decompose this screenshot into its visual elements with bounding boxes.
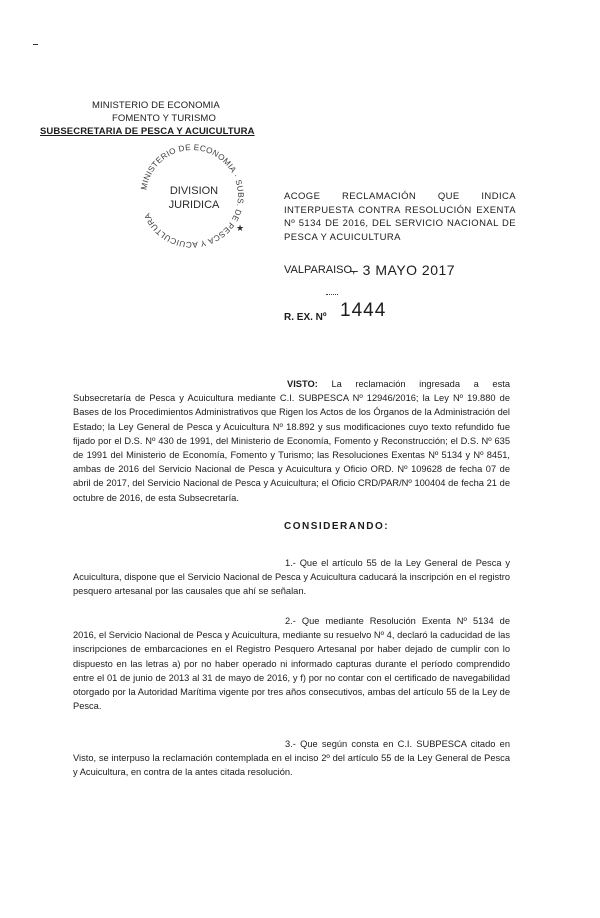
- ministry-header: [40, 99, 262, 138]
- date-stamp: – 3 MAYO 2017: [350, 262, 456, 278]
- margin-mark: [33, 44, 38, 45]
- subject-heading: ACOGE RECLAMACIÓN QUE INDICA INTERPUESTA CONTRA RESOLUCIÓN EXENTA Nº 5134 DE 2016, DEL SERVICIO NACIONAL DE PESCA Y ACUICULTURA: [284, 191, 516, 243]
- visto-text: La reclamación ingresada a esta Subsecretaría de Pesca y Acuicultura mediante C.I. SUBPESCA Nº 12946/2016; la Ley Nº 19.880 de Bases de los Procedimientos Administrativos que Rigen los Actos de los Órganos de la Administración del Estado; la Ley General de Pesca y Acuicultura Nº 18.892 y sus modificaciones cuyo texto refundido fue fijado por el D.S. Nº 430 de 1991, del Ministerio de Economía, Fomento y Reconstrucción; el D.S. Nº 635 de 1991 del Ministerio de Economía, Fomento y Turismo; las Resoluciones Exentas Nº 5134 y Nº 8451, ambas de 2016 del Servicio Nacional de Pesca y Acuicultura y Oficio ORD. Nº 109628 de fecha 07 de abril de 2017, del Servicio Nacional de Pesca y Acuicultura; el Oficio CRD/PAR/Nº 100404 de fecha 21 de octubre de 2016, de esta Subsecretaría.: [73, 379, 510, 503]
- ministry-line-2: FOMENTO Y TURISMO: [112, 113, 216, 124]
- subsecretaria-line: SUBSECRETARIA DE PESCA Y ACUICULTURA: [40, 126, 255, 137]
- ministry-line-1: MINISTERIO DE ECONOMIA: [92, 100, 220, 111]
- place-label: VALPARAISO,: [284, 264, 356, 276]
- paragraph-number: 3.-: [285, 739, 296, 749]
- paragraph-number: 1.-: [285, 558, 296, 568]
- dotted-mark: [326, 294, 338, 296]
- considerando-heading: CONSIDERANDO:: [284, 521, 390, 532]
- stamp-line-2: JURIDICA: [168, 199, 220, 211]
- considerando-paragraph-1: [73, 556, 510, 599]
- paragraph-text: Que mediante Resolución Exenta Nº 5134 de 2016, el Servicio Nacional de Pesca y Acuicultura, mediante su resuelvo Nº 4, declaró la caducidad de las inscripciones de embarcaciones en el Registro Pesquero Artesanal por haber dejado de cumplir con lo dispuesto en las letras a) por no haber operado ni informado capturas durante el período comprendido entre el 01 de junio de 2013 al 31 de mayo de 2016, y f) por no contar con el certificado de navegabilidad otorgado por la Autoridad Marítima vigente por tres años consecutivos, ambas del artículo 55 de la Ley de Pesca.: [73, 616, 510, 712]
- visto-paragraph: [73, 377, 510, 505]
- paragraph-number: 2.-: [285, 616, 296, 626]
- stamp-star-icon: ★: [235, 223, 245, 233]
- division-juridica-stamp: [138, 142, 246, 250]
- paragraph-text: Que el artículo 55 de la Ley General de Pesca y Acuicultura, dispone que el Servicio Nacional de Pesca y Acuicultura caducará la inscripción en el registro pesquero artesanal por las causales que ahí se señalan.: [73, 558, 510, 597]
- considerando-paragraph-3: [73, 737, 510, 780]
- stamp-ring-text: MINISTERIO DE ECONOMIA · SUBS. DE PESCA Y ACUICULTURA: [139, 142, 246, 250]
- paragraph-text: Que según consta en C.I. SUBPESCA citado en Visto, se interpuso la reclamación contemplada en el inciso 2º del artículo 55 de la Ley General de Pesca y Acuicultura, en contra de la antes citada resolución.: [73, 739, 510, 778]
- rex-label: R. EX. Nº: [284, 312, 327, 323]
- visto-label: VISTO:: [287, 379, 318, 389]
- considerando-paragraph-2: [73, 614, 510, 713]
- rex-number: 1444: [340, 300, 387, 321]
- stamp-line-1: DIVISION: [169, 185, 219, 197]
